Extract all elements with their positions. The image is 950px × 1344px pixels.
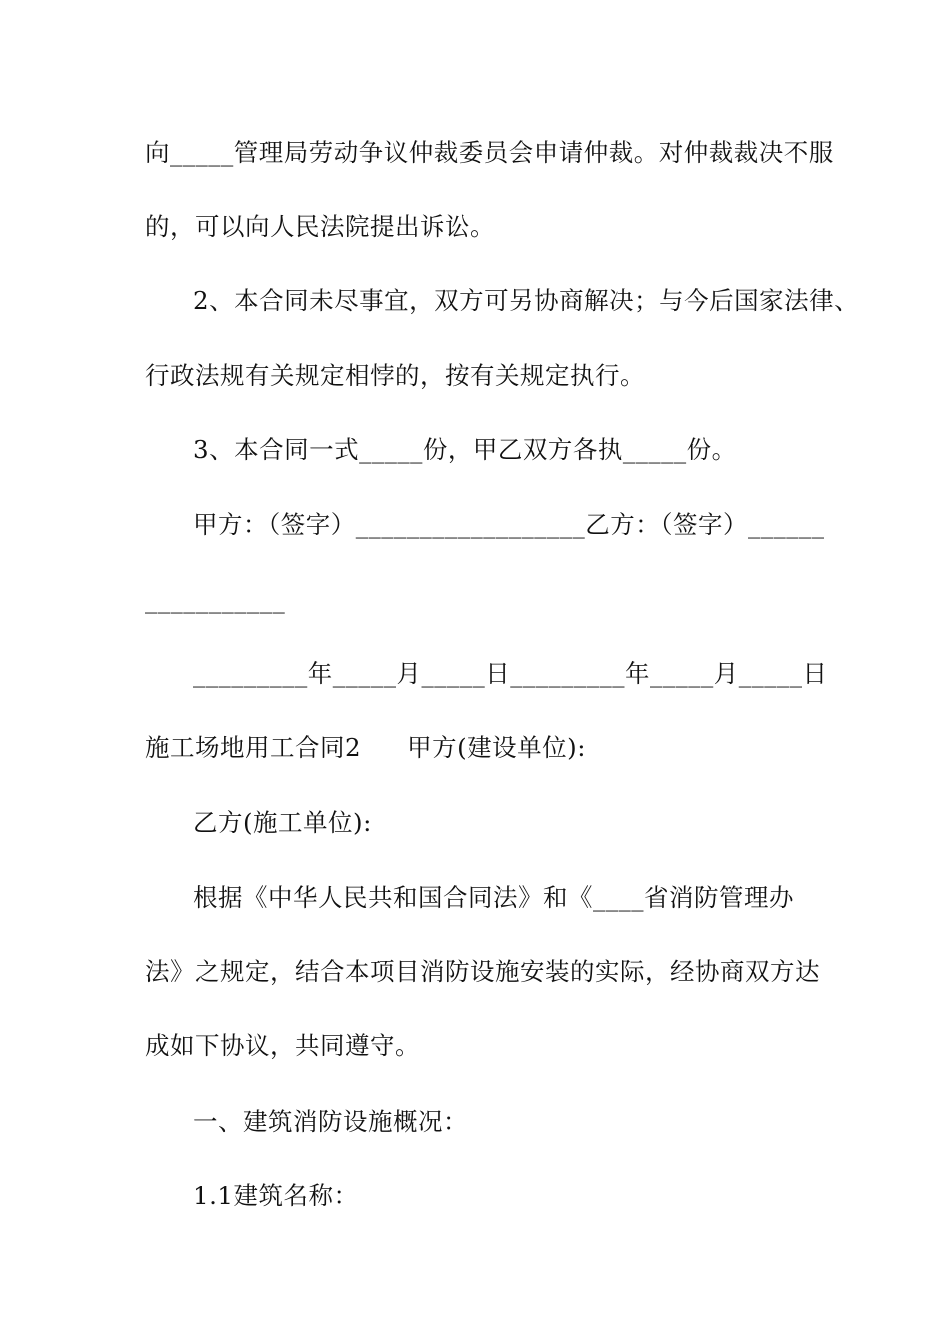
date-line: _________年_____月_____日_________年_____月_____日: [193, 659, 828, 688]
section-1-heading: 一、建筑消防设施概况：: [193, 1107, 468, 1136]
signature-line: 甲方：（签字）__________________乙方：（签字）______: [193, 510, 825, 539]
contract-2-heading-line: [145, 733, 586, 763]
party-b-label: 乙方(施工单位):: [193, 808, 372, 837]
signature-line-continuation: ___________: [145, 585, 286, 614]
clause-2-line-1: 2、本合同未尽事宜，双方可另协商解决；与今后国家法律、: [193, 286, 860, 315]
clause-3-copies: 3、本合同一式_____份，甲乙双方各执_____份。: [193, 435, 737, 464]
preamble-line-3: 成如下协议，共同遵守。: [145, 1031, 420, 1060]
clause-2-line-2: 行政法规有关规定相悖的，按有关规定执行。: [145, 361, 645, 390]
paragraph-arbitration-line-1: 向_____管理局劳动争议仲裁委员会申请仲裁。对仲裁裁决不服: [145, 138, 834, 167]
preamble-line-1: 根据《中华人民共和国合同法》和《____省消防管理办: [193, 883, 794, 912]
item-1-1-building-name: 1.1建筑名称：: [193, 1181, 359, 1210]
preamble-line-2: 法》之规定，结合本项目消防设施安装的实际，经协商双方达: [145, 957, 820, 986]
party-a-label: 甲方(建设单位):: [407, 733, 586, 762]
paragraph-arbitration-line-2: 的，可以向人民法院提出诉讼。: [145, 212, 495, 241]
contract-title: 施工场地用工合同2: [145, 733, 362, 762]
